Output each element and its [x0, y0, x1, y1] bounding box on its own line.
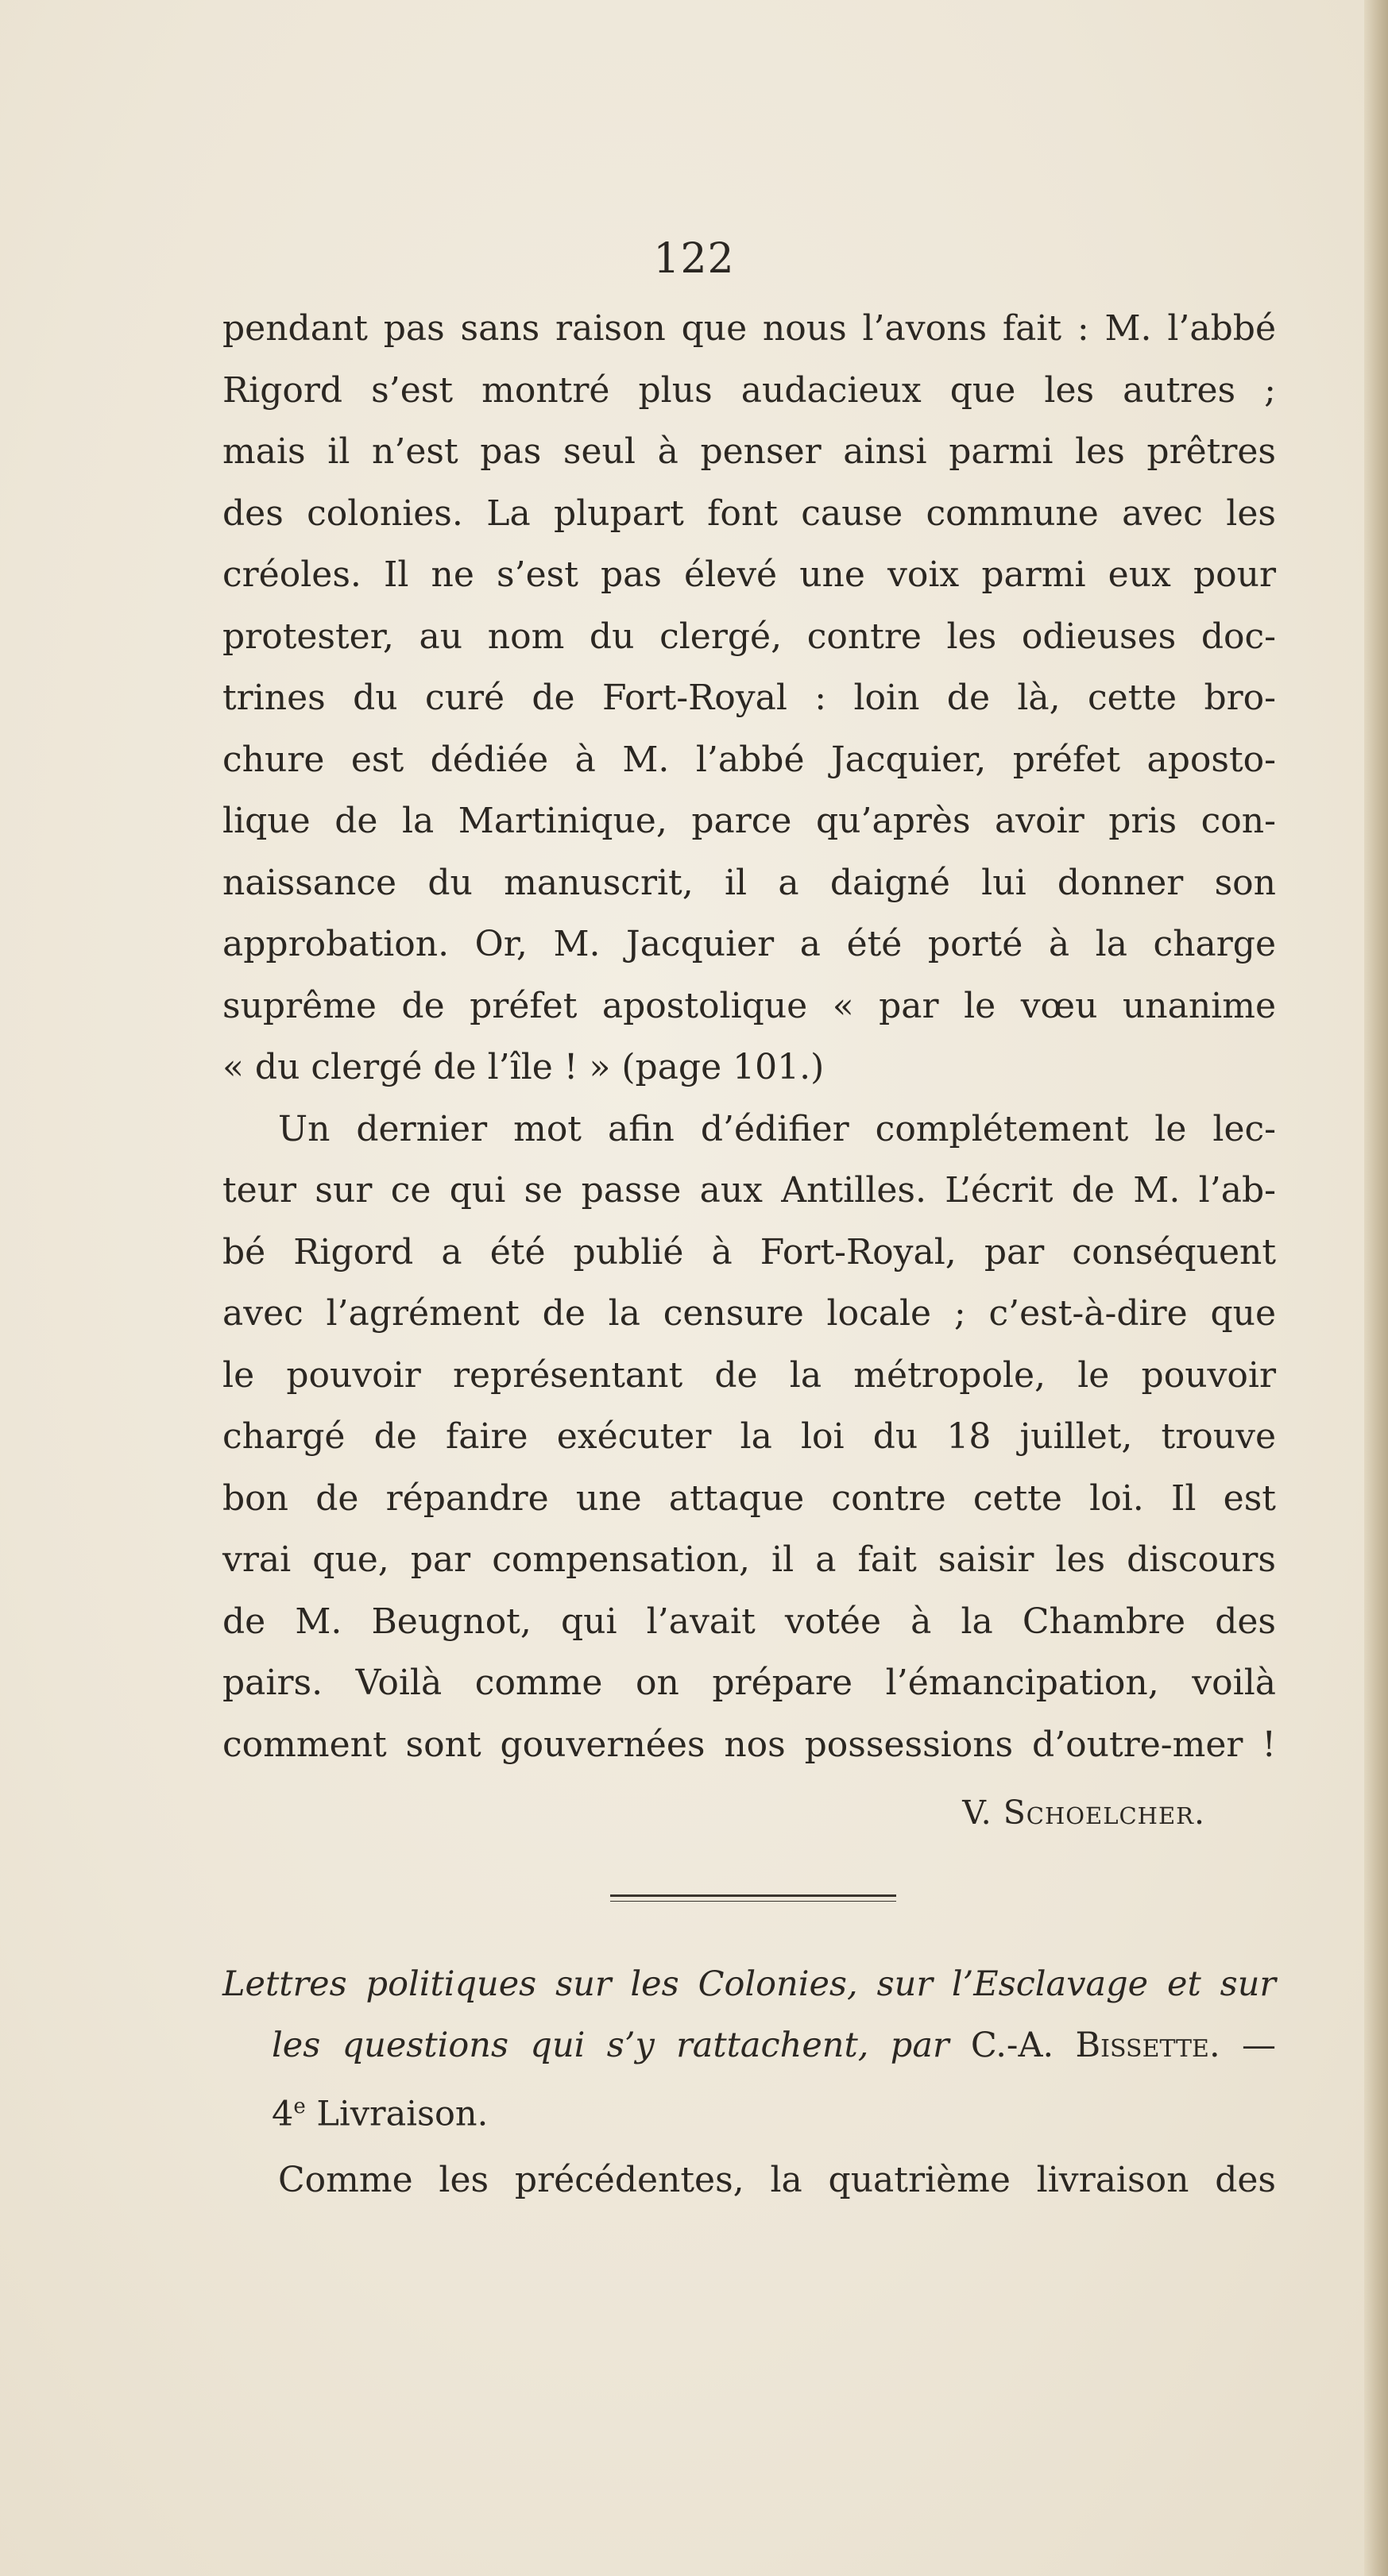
text-line: mais il n’est pas seul à penser ainsi parmi les prêtres	[222, 431, 1276, 472]
text-line: Comme les précédentes, la quatrième livraison des	[278, 2160, 1276, 2200]
text-line: teur sur ce qui se passe aux Antilles. L’écrit de M. l’ab-	[222, 1170, 1276, 1211]
paragraph-rigord	[222, 298, 1276, 1775]
text-line: lique de la Martinique, parce qu’après avoir pris con-	[222, 801, 1276, 841]
review-issue-line	[222, 2076, 1276, 2138]
text-line: comment sont gouvernées nos possessions d’outre-mer !	[222, 1724, 1276, 1765]
text-line: protester, au nom du clergé, contre les odieuses doc-	[222, 616, 1276, 657]
text-line: de M. Beugnot, qui l’avait votée à la Chambre des	[222, 1601, 1276, 1642]
review-heading	[222, 1954, 1276, 2138]
text-line: « du clergé de l’île ! » (page 101.)	[222, 1047, 825, 1087]
text-line: Un dernier mot afin d’édifier complétement le lec-	[278, 1108, 1276, 1149]
text-line: pendant pas sans raison que nous l’avons fait : M. l’abbé	[222, 308, 1276, 349]
text-line: le pouvoir représentant de la métropole, le pouvoir	[222, 1354, 1276, 1396]
page-number: 122	[653, 235, 735, 283]
text-line: des colonies. La plupart font cause commune avec les	[222, 492, 1276, 534]
text-line: créoles. Il ne s’est pas élevé une voix parmi eux pour	[222, 554, 1276, 595]
text-line: vrai que, par compensation, il a fait saisir les discours	[222, 1539, 1276, 1580]
issue-number: 4	[272, 2094, 294, 2134]
review-title-line	[222, 2015, 1276, 2076]
paragraph-review	[222, 2149, 1276, 2211]
text-line: avec l’agrément de la censure locale ; c’est-à-dire que	[222, 1293, 1276, 1334]
text-line: naissance du manuscrit, il a daigné lui donner son	[222, 862, 1276, 903]
text-line: trines du curé de Fort-Royal : loin de là, cette bro-	[222, 678, 1276, 718]
issue-label: Livraison.	[305, 2094, 489, 2134]
page-gutter-shadow	[1364, 0, 1388, 2576]
review-title-italic: les questions qui s’y rattachent, par	[272, 2026, 971, 2065]
text-line: Rigord s’est montré plus audacieux que les autres ;	[222, 369, 1276, 411]
review-title-line: Lettres politiques sur les Colonies, sur l’Esclavage et sur	[222, 1964, 1276, 2004]
review-title-tail: . —	[1208, 2026, 1276, 2065]
text-line: bé Rigord a été publié à Fort-Royal, par conséquent	[222, 1231, 1276, 1273]
issue-superscript: e	[293, 2095, 306, 2118]
text-line: chargé de faire exécuter la loi du 18 juillet, trouve	[222, 1416, 1276, 1457]
text-line: bon de répandre une attaque contre cette loi. Il est	[222, 1477, 1276, 1519]
text-line: chure est dédiée à M. l’abbé Jacquier, préfet aposto-	[222, 739, 1276, 780]
text-line: approbation. Or, M. Jacquier a été porté à la charge	[222, 924, 1276, 964]
section-separator-rule	[610, 1894, 896, 1902]
author-signature: V. Schoelcher.	[962, 1794, 1205, 1832]
text-line: suprême de préfet apostolique « par le vœu unanime	[222, 985, 1276, 1026]
text-line: pairs. Voilà comme on prépare l’émancipation, voilà	[222, 1663, 1276, 1703]
review-author: C.-A. Bissette	[970, 2026, 1209, 2065]
